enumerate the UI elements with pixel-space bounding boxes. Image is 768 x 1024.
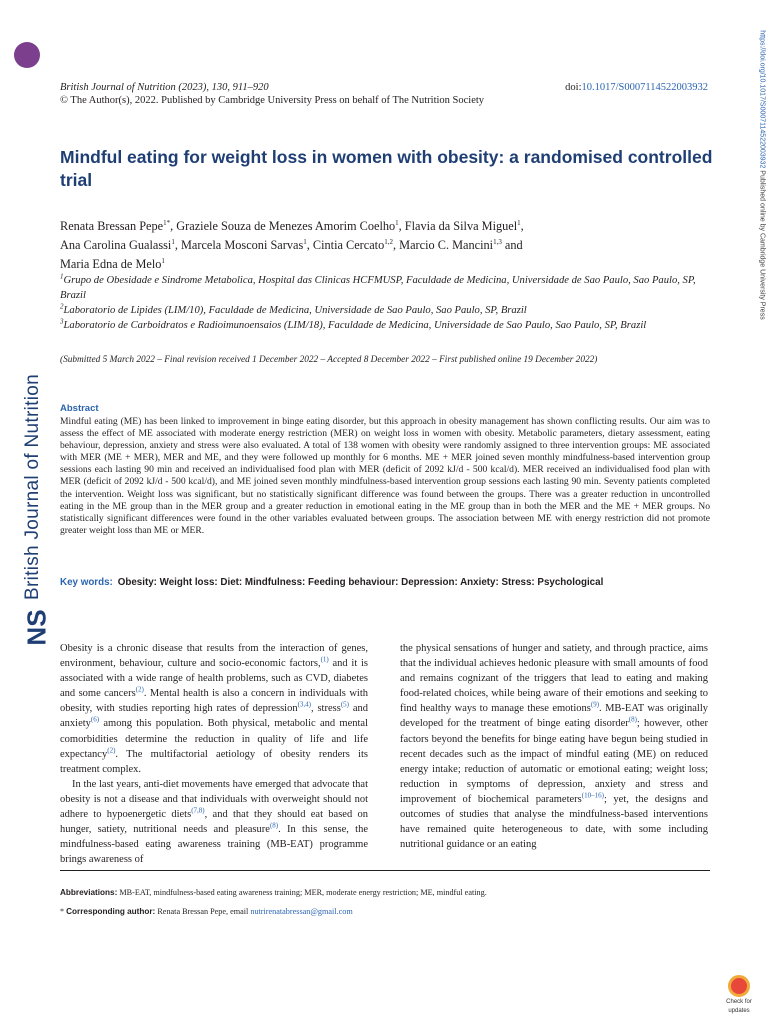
check-for-updates-icon <box>728 975 750 997</box>
reference-link[interactable]: (1) <box>320 655 329 664</box>
abbreviations-footnote: Abbreviations: MB-EAT, mindfulness-based eating awareness training; MER, moderate energy restriction; ME, mindful eating. <box>60 888 487 897</box>
article-title: Mindful eating for weight loss in women with obesity: a randomised controlled trial <box>60 147 713 190</box>
reference-link[interactable]: (7,8) <box>191 806 205 815</box>
footnote-divider <box>60 870 710 871</box>
affiliation-2: $^2$Laboratorio de Lipides (LIM/10), Faculdade de Medicina, Universidade de Sao Paulo, Sao Paulo, SP, Brazil <box>60 302 527 316</box>
abstract-heading: Abstract <box>60 403 99 414</box>
nutrition-society-logo: NS <box>21 609 52 646</box>
reference-link[interactable]: (3,4) <box>297 700 312 709</box>
reference-link[interactable]: (8) <box>628 715 637 724</box>
affiliation-3: $^3$Laboratorio de Carboidratos e Radioimunoensaios (LIM/18), Faculdade de Medicina, Universidade de Sao Paulo, Sao Paulo, SP, Brazil <box>60 317 647 331</box>
keywords: Key words: Obesity: Weight loss: Diet: Mindfulness: Feeding behaviour: Depression: Anxiety: Stress: Psychological <box>60 577 604 588</box>
affiliation-1: $^1$Grupo de Obesidade e Sindrome Metabolica, Hospital das Clinicas HCFMUSP, Faculdade de Medicina, Universidade de Sao Paulo, Sao Paulo, SP, Brazil <box>60 272 696 301</box>
submission-dates: (Submitted 5 March 2022 – Final revision received 1 December 2022 – Accepted 8 December 2022 – First published online 19 December 2022) <box>60 355 598 365</box>
check-for-updates-button[interactable]: Check for updates <box>718 975 760 1017</box>
doi-link[interactable]: 10.1017/S0007114522003932 <box>581 82 708 93</box>
reference-link[interactable]: (10–16) <box>581 791 604 800</box>
body-column-right: the physical sensations of hunger and satiety, and through practice, aims that the individual achieves hedonic pleasure with small amounts of food and remains cognizant of the triggers that lead to eating and making food-related choices, while being aware of their emotions and seeking to find healthy ways to manage these emotions$^{(9)}$. MB-EAT was originally developed for the treatment of binge eating disorder$^{(8)}$; however, other factors beyond the benefits for binge eating have begun being studied in recent decades such as the impact of mindful eating (ME) on reduced energy intake; reduction of automatic or emotional eating; weight loss; reduction in symptoms of depression, anxiety and stress and improvement of biochemical parameters$^{(10-16)}$; yet, the designs and outcomes of studies that analyse the mindfulness-based interventions have remained quite heterogeneous to date, with some including nutritional guidance or an eating <box>400 643 709 851</box>
reference-link[interactable]: (2) <box>107 746 116 755</box>
reference-link[interactable]: (5) <box>340 700 349 709</box>
journal-citation: British Journal of Nutrition (2023), 130, 911–920 <box>60 82 269 93</box>
author-email-link[interactable]: nutrirenatabressan@gmail.com <box>250 907 353 916</box>
journal-spine-title: British Journal of Nutrition <box>22 374 43 600</box>
reference-link[interactable]: (2) <box>135 685 144 694</box>
doi: doi:10.1017/S0007114522003932 <box>565 82 708 93</box>
right-margin-doi: https://doi.org/10.1017/S0007114522003932 Published online by Cambridge University Press <box>758 30 766 320</box>
abstract-text: Mindful eating (ME) has been linked to improvement in binge eating disorder, but this approach in obesity management has shown conflicting results. Our aim was to assess the effect of ME associated with moderate energy restriction (MER) on weight loss in women with obesity. Metabolic parameters, dietary assessment, eating behaviour, depression, anxiety and stress were also evaluated. A total of 138 women with obesity were randomly assigned to three intervention groups: ME associated with MER (ME + MER), MER and ME, and they were followed up monthly for 6 months. ME + MER joined seven monthly mindfulness-based intervention group sessions each lasting 90 min and received an individualised food plan with MER (deficit of 2092 kJ/d - 500 kcal/d). MER received an individualised food plan with MER (deficit of 2092 kJ/d - 500 kcal/d), and ME joined seven monthly mindfulness-based intervention group sessions each lasting 90 min. Seventy patients completed the intervention. Weight loss was significant, but no statistically significant difference was found between the groups. There was a greater reduction in uncontrolled eating in the ME group than in the MER group and a greater reduction in emotional eating in the ME group than in both the MER and the ME + MER groups. No statistically significant differences were found in the other variables evaluated between groups. The association between ME with energy restriction did not promote greater weight loss than ME or MER. <box>60 416 710 536</box>
reference-link[interactable]: (8) <box>269 821 279 830</box>
body-column-left: Obesity is a chronic disease that results from the interaction of genes, environment, behaviour, culture and socio-economic factors,$^{(1)}$ and it is associated with a wide range of health problems, such as CVD, diabetes and some cancers$^{(2)}$. Mental health is also a concern in individuals with obesity, with studies reporting high rates of depression$^{(3,4)}$, stress$^{(5)}$ and anxiety$^{(6)}$ among this population. Both physical, metabolic and mental comorbidities determine the reduction in quality of life and life expectancy$^{(2)}$. The multifactorial aetiology of obesity renders its treatment complex. In the last years, anti-diet movements have emerged that advocate that obesity is not a disease and that individuals with overweight should not adhere to hypoenergetic diets$^{(7,8)}$, and that they should eat based on hunger, satiety, nutritional needs and pleasure$^{(8)}$. In this sense, the mindfulness-based eating awareness training (MB-EAT) programme brings awareness of <box>60 643 368 866</box>
author-list: Renata Bressan Pepe$^{1*}$, Graziele Souza de Menezes Amorim Coelho$^1$, Flavia da Silva Miguel$^1$, Ana Carolina Gualassi$^1$, Marcela Mosconi Sarvas$^1$, Cintia Cercato$^{1,2}$, Marcio C. Mancini$^{1,3}$ and Maria Edna de Melo$^1$ <box>60 218 524 271</box>
copyright-line: © The Author(s), 2022. Published by Cambridge University Press on behalf of The Nutrition Society <box>60 95 485 106</box>
corresponding-author-footnote: * Corresponding author: Renata Bressan Pepe, email nutrirenatabressan@gmail.com <box>60 907 353 916</box>
reference-link[interactable]: (9) <box>590 700 600 709</box>
open-access-icon <box>14 42 40 68</box>
reference-link[interactable]: (6) <box>90 715 100 724</box>
right-doi-link[interactable]: https://doi.org/10.1017/S0007114522003932 <box>758 30 766 169</box>
